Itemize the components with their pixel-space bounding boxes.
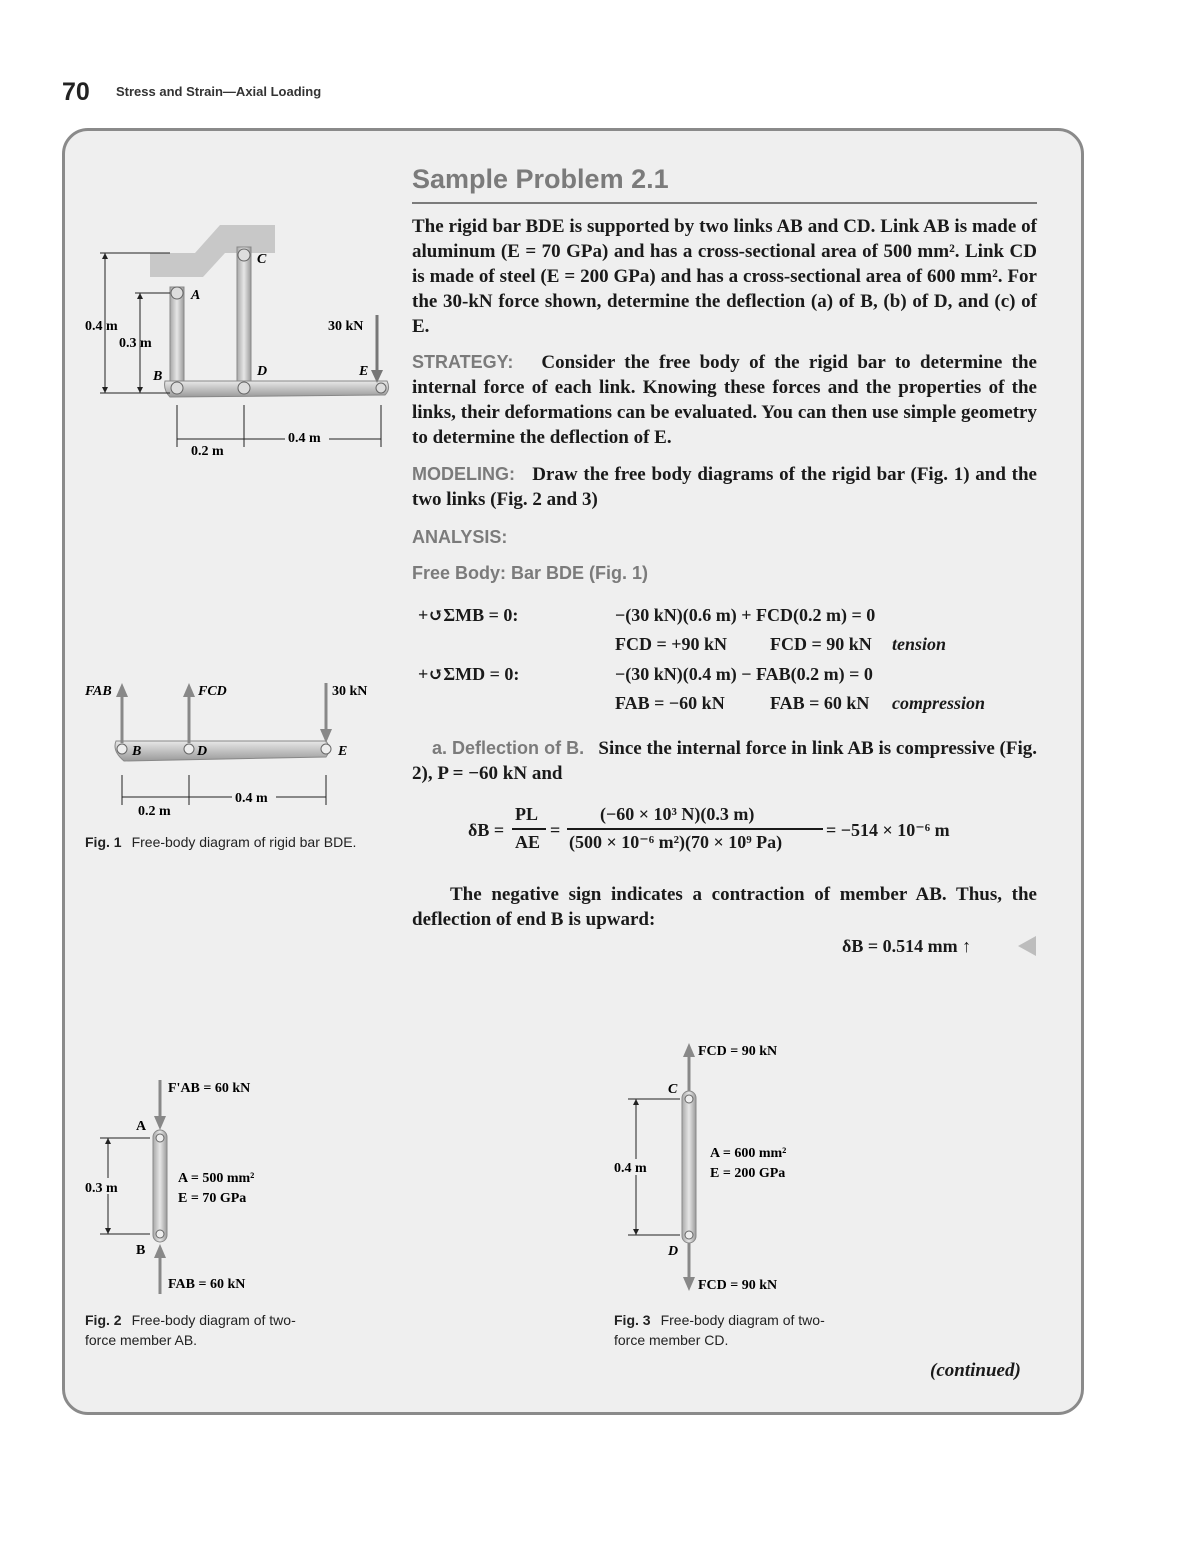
strategy-text: Consider the free body of the rigid bar to determine the internal force of each link. Knowing these forces and the properties of the links, their deformations can be evaluated. You can then use simple geometry to determine the deflection of E. xyxy=(412,352,1037,448)
fig2-caption-label: Fig. 2 xyxy=(85,1312,122,1328)
link-ab xyxy=(153,1130,167,1242)
fig1-load: 30 kN xyxy=(332,684,368,699)
fig1-caption xyxy=(85,832,385,852)
top-force-arrow-icon xyxy=(154,1116,166,1130)
modeling-paragraph xyxy=(412,462,1037,512)
dim-02m: 0.2 m xyxy=(191,444,224,459)
equals-sign: = xyxy=(550,820,561,840)
eq2-line1: −(30 kN)(0.4 m) − FAB(0.2 m) = 0 xyxy=(615,664,873,684)
answer-marker-icon xyxy=(1018,936,1036,956)
fig1-d02: 0.2 m xyxy=(138,804,171,819)
modeling-label: MODELING: xyxy=(412,464,515,484)
pin-e xyxy=(376,383,386,393)
fig2-len: 0.3 m xyxy=(85,1181,118,1196)
fig1-diagram xyxy=(80,675,380,825)
fig3-caption-text: Free-body diagram of two-force member CD. xyxy=(614,1312,825,1348)
fig2-a: A xyxy=(136,1119,147,1134)
eq2-line2a: FAB = −60 kN xyxy=(615,693,725,713)
eq1-line2b: FCD = 90 kN xyxy=(770,634,872,654)
part-a-note: The negative sign indicates a contraction of member AB. Thus, the deflection of end B is upward: xyxy=(412,884,1037,930)
fig1-b: B xyxy=(132,744,142,759)
fig2-fbot: FAB = 60 kN xyxy=(168,1277,246,1292)
fig2-e: E = 70 GPa xyxy=(178,1191,247,1206)
link-cd xyxy=(682,1091,696,1243)
label-c: C xyxy=(257,252,267,267)
label-d: D xyxy=(257,364,268,379)
fig1-d: D xyxy=(197,744,208,759)
fig2-area: A = 500 mm² xyxy=(178,1171,255,1186)
frac-denominator: (500 × 10⁻⁶ m²)(70 × 10⁹ Pa) xyxy=(569,832,783,852)
delta-b-result: = −514 × 10⁻⁶ m xyxy=(826,820,950,840)
fig2-ftop: F'AB = 60 kN xyxy=(168,1081,251,1096)
eq1-line2c: tension xyxy=(892,634,947,654)
fig1-caption-label: Fig. 1 xyxy=(85,834,122,850)
eq2-line2b: FAB = 60 kN xyxy=(770,693,870,713)
modeling-text: Draw the free body diagrams of the rigid bar (Fig. 1) and the two links (Fig. 2 and 3) xyxy=(412,464,1037,510)
analysis-label: ANALYSIS: xyxy=(412,527,508,547)
strategy-label: STRATEGY: xyxy=(412,352,514,372)
load-label: 30 kN xyxy=(328,319,364,334)
fig1-fab: FAB xyxy=(85,684,112,699)
label-b: B xyxy=(153,369,163,384)
fig3-caption xyxy=(614,1310,854,1350)
delta-b-lhs: δB = xyxy=(468,820,505,840)
pin-d xyxy=(238,382,250,394)
fig3-caption-label: Fig. 3 xyxy=(614,1312,651,1328)
problem-title: Sample Problem 2.1 xyxy=(412,164,669,194)
ae-denominator: AE xyxy=(515,832,541,852)
fig2-caption xyxy=(85,1310,315,1350)
fig1-bar xyxy=(115,741,329,761)
label-a: A xyxy=(191,288,201,303)
analysis-subhead: Free Body: Bar BDE (Fig. 1) xyxy=(412,563,649,583)
dim-04m-horiz: 0.4 m xyxy=(288,431,321,446)
dim-03m: 0.3 m xyxy=(119,336,152,351)
rigid-bar-bde xyxy=(165,381,389,397)
part-a-text: Since the internal force in link AB is compressive (Fig. 2), P = −60 kN and xyxy=(412,738,1038,784)
bottom-force-arrow-icon xyxy=(154,1244,166,1258)
pin-c xyxy=(238,249,250,261)
part-a-label: a. Deflection of B. xyxy=(432,738,585,758)
pl-fraction-bar xyxy=(512,828,546,830)
fig1-d04: 0.4 m xyxy=(235,791,268,806)
fcd-arrow-icon xyxy=(183,683,195,697)
fig2-caption-text: Free-body diagram of two-force member AB. xyxy=(85,1312,296,1348)
fig3-len: 0.4 m xyxy=(614,1161,647,1176)
continued-label: (continued) xyxy=(930,1360,1021,1381)
eq2-line2c: compression xyxy=(892,693,986,713)
fig2-b: B xyxy=(136,1243,146,1258)
label-e: E xyxy=(359,364,369,379)
main-diagram xyxy=(75,215,395,465)
fig3-e: E = 200 GPa xyxy=(710,1166,786,1181)
title-rule xyxy=(412,202,1037,204)
fig3-diagram xyxy=(610,1035,850,1297)
eq1-label: +↺ΣMB = 0: xyxy=(418,605,519,625)
part-a-paragraph xyxy=(412,736,1037,786)
link-ab xyxy=(170,287,184,392)
running-title: Stress and Strain—Axial Loading xyxy=(116,84,322,99)
fab-arrow-icon xyxy=(116,683,128,697)
dim-04m: 0.4 m xyxy=(85,319,118,334)
top-force-arrow-icon xyxy=(683,1043,695,1057)
fig3-c: C xyxy=(668,1082,678,1097)
fig3-fbot: FCD = 90 kN xyxy=(698,1278,778,1293)
eq2-label: +↺ΣMD = 0: xyxy=(418,664,520,684)
pin-a xyxy=(171,287,183,299)
fig1-e: E xyxy=(338,744,348,759)
problem-statement: The rigid bar BDE is supported by two links AB and CD. Link AB is made of aluminum (E = 70 GPa) and has a cross-sectional area of 500 mm². Link CD is made of steel (E = 200 GPa) and has a cross-sectional area of 600 mm². For the 30-kN force shown, determine the deflection (a) of B, (b) of D, and (c) of E. xyxy=(412,216,1037,337)
bottom-force-arrow-icon xyxy=(683,1277,695,1291)
page-number: 70 xyxy=(62,78,90,106)
strategy-paragraph xyxy=(412,350,1037,450)
fig3-d: D xyxy=(668,1244,679,1259)
pl-numerator: PL xyxy=(515,804,539,824)
eq1-line2a: FCD = +90 kN xyxy=(615,634,728,654)
fig3-ftop: FCD = 90 kN xyxy=(698,1044,778,1059)
answer-delta-b: δB = 0.514 mm ↑ xyxy=(842,936,972,956)
pin-b xyxy=(171,382,183,394)
fig2-diagram xyxy=(80,1072,300,1297)
eq1-line1: −(30 kN)(0.6 m) + FCD(0.2 m) = 0 xyxy=(615,605,876,625)
fraction-bar xyxy=(567,828,823,830)
fig3-area: A = 600 mm² xyxy=(710,1146,787,1161)
support-wall xyxy=(150,225,275,277)
frac-numerator: (−60 × 10³ N)(0.3 m) xyxy=(600,804,755,824)
link-cd xyxy=(237,247,251,392)
fig1-fcd: FCD xyxy=(198,684,227,699)
fig1-caption-text: Free-body diagram of rigid bar BDE. xyxy=(131,834,357,850)
